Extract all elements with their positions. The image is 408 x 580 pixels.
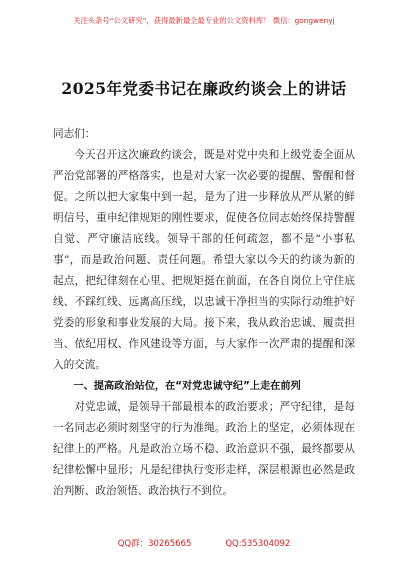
footer-qq-group: QQ群：30265665 bbox=[117, 539, 192, 549]
greeting: 同志们： bbox=[53, 128, 96, 140]
intro-paragraph: 今天召开这次廉政约谈会，既是对党中央和上级党委全面从严治党部署的严格落实，也是对大家一次必要的提醒、警醒和督促。之所以把大家集中到一起，是为了进一步释放从严从紧的鲜明信号，重申纪律规矩的刚性要求，促使各位同志始终保持警醒自觉、严守廉洁底线。领导干部的任何疏忽，都不是“小事私事”，而是政治问题、责任问题。希望大家以今天的约谈为新的起点，把纪律刻在心里、把规矩挺在前面，在各自岗位上守住底线、不踩红线、远离高压线，以忠诚干净担当的实际行动维护好党委的形象和事业发展的大局。接下来，我从政治忠诚、履责担当、依纪用权、作风建设等方面，与大家作一次严肃的提醒和深入的交流。 bbox=[53, 149, 355, 371]
document-title: 2025年党委书记在廉政约谈会上的讲话 bbox=[61, 79, 347, 98]
section-heading-1: 一、提高政治站位，在“对党忠诚守纪”上走在前列 bbox=[73, 381, 301, 392]
header-promo-note: 关注头条号“公文研究”，获得最新最全最专业的公文资料库！ 微信：gongwenyj bbox=[73, 16, 335, 25]
document-body bbox=[53, 124, 355, 502]
footer-qq: QQ:535304092 bbox=[225, 539, 291, 549]
section-1-paragraph: 对党忠诚，是领导干部最根本的政治要求；严守纪律，是每一名同志必须时刻坚守的行为准绳。政治上的坚定，必须体现在纪律上的严格。凡是政治立场不稳、政治意识不强，最终都要从纪律松懈中显形；凡是纪律执行变形走样，深层根源也必然是政治判断、政治领悟、政治执行不到位。 bbox=[53, 401, 355, 497]
footer-contact bbox=[0, 537, 408, 549]
